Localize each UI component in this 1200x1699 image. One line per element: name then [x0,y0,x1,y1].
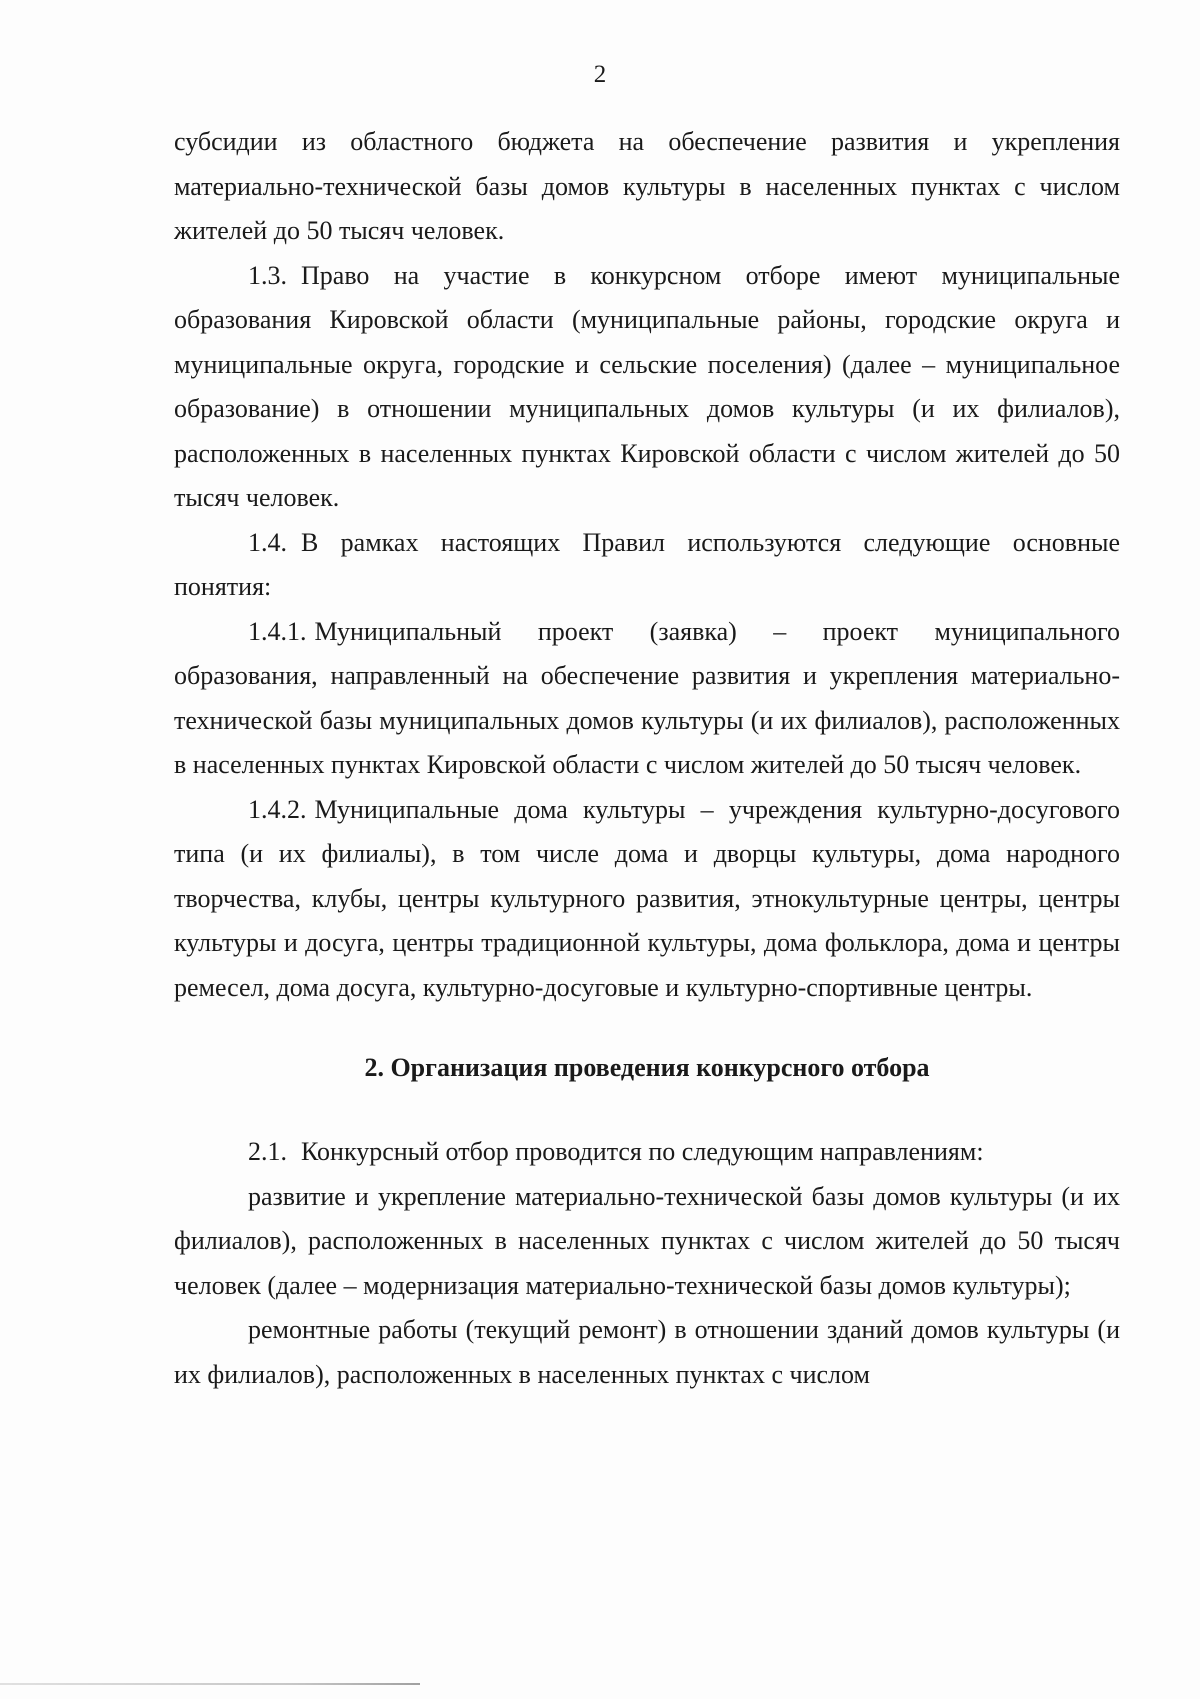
clause-number: 1.3. [248,260,287,290]
paragraph-text: Муниципальные дома культуры – учреждения культурно-досугового типа (и их филиалы), в том числе дома и дворцы культуры, дома народного творчества, клубы, центры культурного развития, этнокультурные центры, центры культуры и досуга, центры традиционной культуры, дома фольклора, дома и центры ремесел, дома досуга, культурно-досуговые и культурно-спортивные центры. [174,794,1120,1002]
scan-artifact-line [0,1683,420,1685]
paragraph-text: В рамках настоящих Правил используются следующие основные понятия: [174,527,1120,601]
paragraph-direction-repair: ремонтные работы (текущий ремонт) в отношении зданий домов культуры (и их филиалов), расположенных в населенных пунктах с числом [174,1315,1120,1389]
clause-number: 1.4.2. [248,794,307,824]
document-body [174,120,1120,1397]
paragraph-1-4-2 [174,788,1120,1011]
paragraph-text: Муниципальный проект (заявка) – проект муниципального образования, направленный на обеспечение развития и укрепления материально-технической базы муниципальных домов культуры (и их филиалов), расположенных в населенных пунктах Кировской области с числом жителей до 50 тысяч человек. [174,616,1120,779]
paragraph-direction-modernization: развитие и укрепление материально-технической базы домов культуры (и их филиалов), расположенных в населенных пунктах с числом жителей до 50 тысяч человек (далее – модернизация материально-технической базы домов культуры); [174,1181,1120,1300]
paragraph-continuation: субсидии из областного бюджета на обеспечение развития и укрепления материально-технической базы домов культуры в населенных пунктах с числом жителей до 50 тысяч человек. [174,127,1120,245]
paragraph-1-4 [174,521,1120,610]
paragraph-2-1 [174,1130,1120,1175]
clause-number: 1.4. [248,527,287,557]
clause-number: 2.1. [248,1137,287,1166]
clause-number: 1.4.1. [248,616,307,646]
paragraph-1-4-1 [174,610,1120,788]
paragraph-text: Право на участие в конкурсном отборе имеют муниципальные образования Кировской области (муниципальные районы, городские округа и муниципальные округа, городские и сельские поселения) (далее – муниципальное образование) в отношении муниципальных домов культуры (и их филиалов), расположенных в населенных пунктах Кировской области с числом жителей до 50 тысяч человек. [174,260,1120,512]
section-heading: 2. Организация проведения конкурсного отбора [364,1053,930,1082]
paragraph-text: Конкурсный отбор проводится по следующим направлениям: [301,1137,984,1166]
page-number: 2 [593,61,607,88]
paragraph-1-3 [174,254,1120,521]
